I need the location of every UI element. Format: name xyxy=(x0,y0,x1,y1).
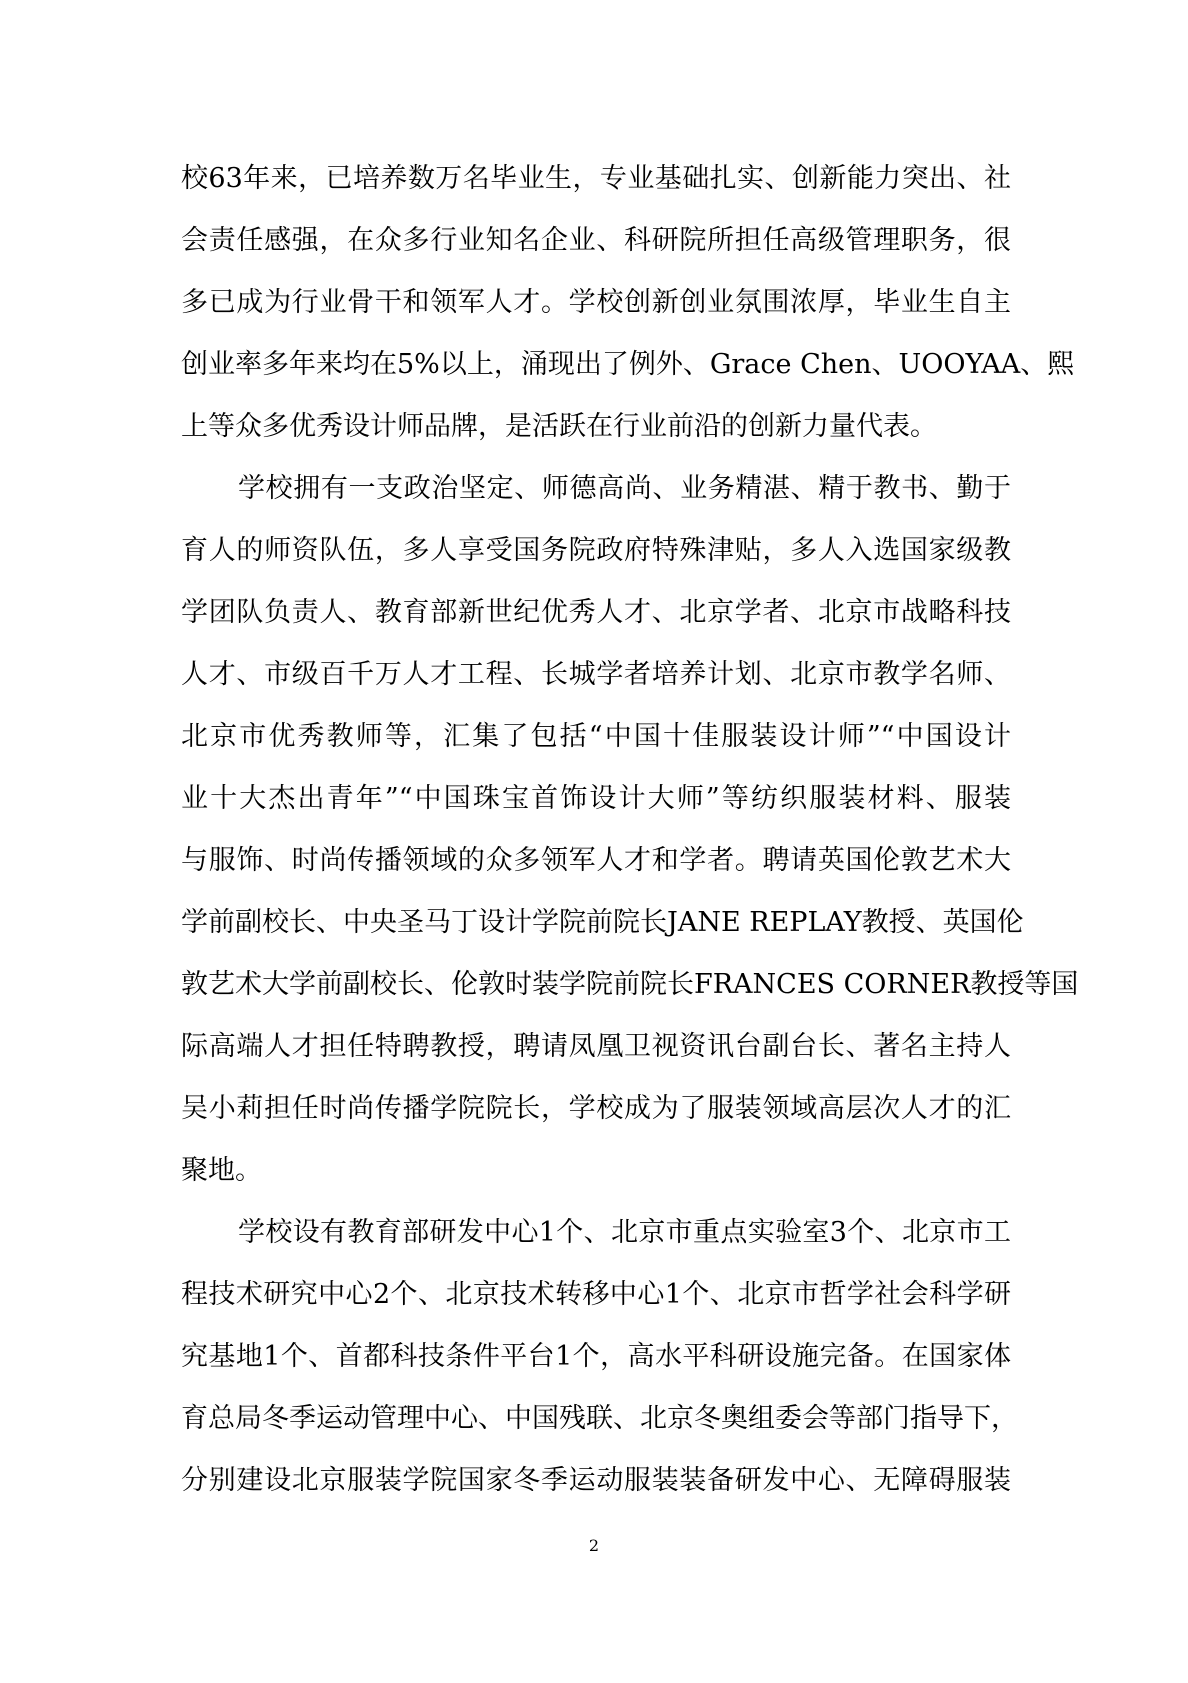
text-line: 敦艺术大学前副校长、伦敦时装学院前院长FRANCES CORNER教授等国 xyxy=(181,969,1079,1000)
text-line: 育人的师资队伍，多人享受国务院政府特殊津贴，多人入选国家级教 xyxy=(181,535,1011,566)
text-line: 育总局冬季运动管理中心、中国残联、北京冬奥组委会等部门指导下， xyxy=(181,1403,1018,1434)
text-line: 校63年来，已培养数万名毕业生，专业基础扎实、创新能力突出、社 xyxy=(181,163,1011,194)
body-text xyxy=(181,148,1079,1512)
text-line: 北京市优秀教师等，汇集了包括“中国十佳服装设计师”“中国设计 xyxy=(181,721,1011,752)
text-line: 分别建设北京服装学院国家冬季运动服装装备研发中心、无障碍服装 xyxy=(181,1465,1011,1496)
text-line: 吴小莉担任时尚传播学院院长，学校成为了服装领域高层次人才的汇 xyxy=(181,1093,1011,1124)
text-line: 究基地1个、首都科技条件平台1个，高水平科研设施完备。在国家体 xyxy=(181,1341,1011,1372)
text-line: 多已成为行业骨干和领军人才。学校创新创业氛围浓厚，毕业生自主 xyxy=(181,287,1011,318)
text-line: 程技术研究中心2个、北京技术转移中心1个、北京市哲学社会科学研 xyxy=(181,1279,1011,1310)
text-line: 际高端人才担任特聘教授，聘请凤凰卫视资讯台副台长、著名主持人 xyxy=(181,1031,1011,1062)
text-line: 聚地。 xyxy=(181,1155,262,1186)
text-line: 学团队负责人、教育部新世纪优秀人才、北京学者、北京市战略科技 xyxy=(181,597,1011,628)
text-line: 业十大杰出青年”“中国珠宝首饰设计大师”等纺织服装材料、服装 xyxy=(181,783,1011,814)
text-line: 与服饰、时尚传播领域的众多领军人才和学者。聘请英国伦敦艺术大 xyxy=(181,845,1011,876)
text-line: 创业率多年来均在5%以上，涌现出了例外、Grace Chen、UOOYAA、熙 xyxy=(181,349,1075,380)
text-line: 会责任感强，在众多行业知名企业、科研院所担任高级管理职务，很 xyxy=(181,225,1011,256)
text-line: 学前副校长、中央圣马丁设计学院前院长JANE REPLAY教授、英国伦 xyxy=(181,907,1024,938)
text-line: 人才、市级百千万人才工程、长城学者培养计划、北京市教学名师、 xyxy=(181,659,1011,690)
text-line: 上等众多优秀设计师品牌，是活跃在行业前沿的创新力量代表。 xyxy=(181,411,937,442)
page-number: 2 xyxy=(588,1536,600,1555)
text-line: 学校拥有一支政治坚定、师德高尚、业务精湛、精于教书、勤于 xyxy=(238,473,1011,504)
text-line: 学校设有教育部研发中心1个、北京市重点实验室3个、北京市工 xyxy=(238,1217,1011,1248)
